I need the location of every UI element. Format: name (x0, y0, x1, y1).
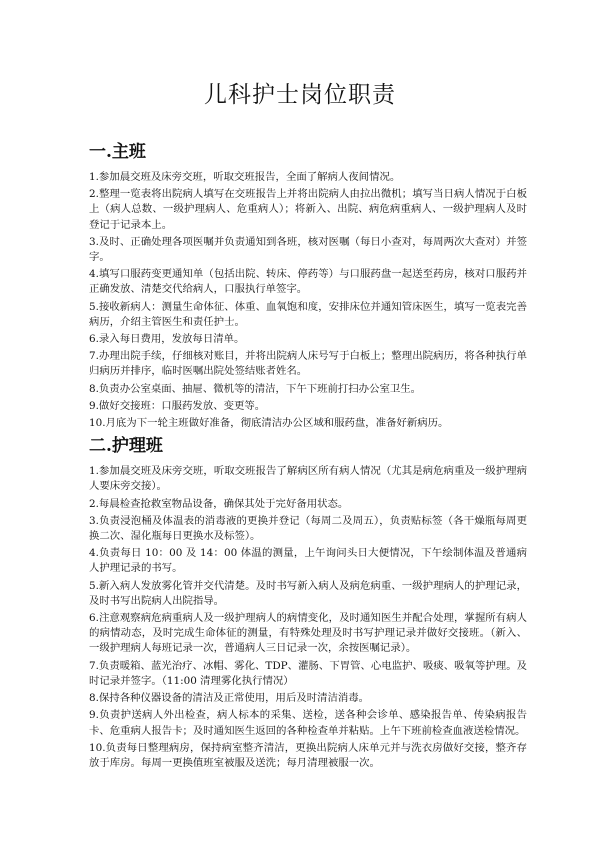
duty-item: 3.及时、正确处理各项医嘱并负责通知到各班，核对医嘱（每日小查对，每周两次大查对）并签字。 (89, 235, 527, 264)
duty-item: 2.每晨检查抢救室物品设备，确保其处于完好备用状态。 (89, 497, 349, 510)
duty-item: 10.月底为下一轮主班做好准备，彻底清洁办公区域和服药盘，准备好新病历。 (89, 417, 449, 430)
duty-item: 10.负责每日整理病房，保持病室整齐清洁，更换出院病人床单元并与洗衣房做好交接，整齐存放于库房。每周一更换值班室被服及送洗；每月清理被服一次。 (89, 741, 527, 769)
duty-item: 9.负责护送病人外出检查，病人标本的采集、送检，送各种会诊单、感染报告单、传染病报告卡、危重病人报告卡；及时通知医生返回的各种检查单并粘贴。上午下班前检查血液送检情况。 (89, 709, 527, 737)
document-body (89, 141, 527, 773)
duty-item: 4.填写口服药变更通知单（包括出院、转床、停药等）与口服药盘一起送至药房，核对口服药并正确发放、清楚交代给病人，口服执行单签字。 (89, 268, 527, 296)
duty-list (89, 464, 527, 771)
duty-item: 1.参加晨交班及床旁交班，听取交班报告，全面了解病人夜间情况。 (89, 171, 401, 183)
duty-item: 8.保持各种仪器设备的清洁及正常使用，用后及时清洁消毒。 (89, 692, 370, 705)
section-heading: 二.护理班 (89, 436, 163, 457)
duty-item: 5.接收新病人：测量生命体征、体重、血氧饱和度，安排床位并通知管床医生，填写一览表完善病历，介绍主管医生和责任护士。 (89, 300, 527, 328)
duty-item: 6.录入每日费用，发放每日清单。 (89, 333, 245, 346)
duty-item: 4.负责每日 10：00 及 14：00 体温的测量，上午询问头日大便情况，下午绘制体温及普通病人护理记录的书写。 (89, 547, 527, 575)
duty-item: 7.负责暖箱、蓝光治疗、冰帽、雾化、TDP、灌肠、下胃管、心电监护、吸痰、吸氧等护理。及时记录并签字。（11:00 清理雾化执行情况） (89, 659, 527, 687)
duty-item: 1.参加晨交班及床旁交班，听取交班报告了解病区所有病人情况（尤其是病危病重及一级护理病人要床旁交接）。 (89, 465, 527, 493)
duty-item: 5.新入病人发放雾化管并交代清楚。及时书写新入病人及病危病重、一级护理病人的护理记录，及时书写出院病人出院指导。 (89, 579, 527, 607)
duty-item: 9.做好交接班：口服药发放、变更等。 (89, 399, 266, 412)
document-title: 儿科护士岗位职责 (204, 82, 396, 108)
duty-item: 8.负责办公室桌面、抽屉、微机等的清洁，下午下班前打扫办公室卫生。 (89, 382, 422, 395)
duty-item: 2.整理一览表将出院病人填写在交班报告上并将出院病人由拉出微机；填写当日病人情况于白板上（病人总数、一级护理病人、危重病人）；将新入、出院、病危病重病人、一级护理病人及时登记于记录本上。 (89, 188, 527, 231)
duty-item: 3.负责浸泡桶及体温表的消毒液的更换并登记（每周二及周五），负责贴标签（各干燥瓶每周更换二次、湿化瓶每日更换水及标签）。 (89, 514, 527, 543)
duty-list (89, 170, 527, 431)
section-main-shift (89, 141, 527, 431)
duty-item: 6.注意观察病危病重病人及一级护理病人的病情变化，及时通知医生并配合处理，掌握所有病人的病情动态，及时完成生命体征的测量，有特殊处理及时书写护理记录并做好交接班。（新入、一级护理病人每班记录一次，普通病人三日记录一次，余按医嘱记录）。 (89, 612, 527, 655)
duty-item: 7.办理出院手续，仔细核对账目，并将出院病人床号写于白板上；整理出院病历，将各种执行单归病历并排序，临时医嘱出院处签结账者姓名。 (89, 350, 527, 378)
section-heading: 一.主班 (89, 142, 146, 162)
section-nursing-shift (89, 435, 527, 771)
